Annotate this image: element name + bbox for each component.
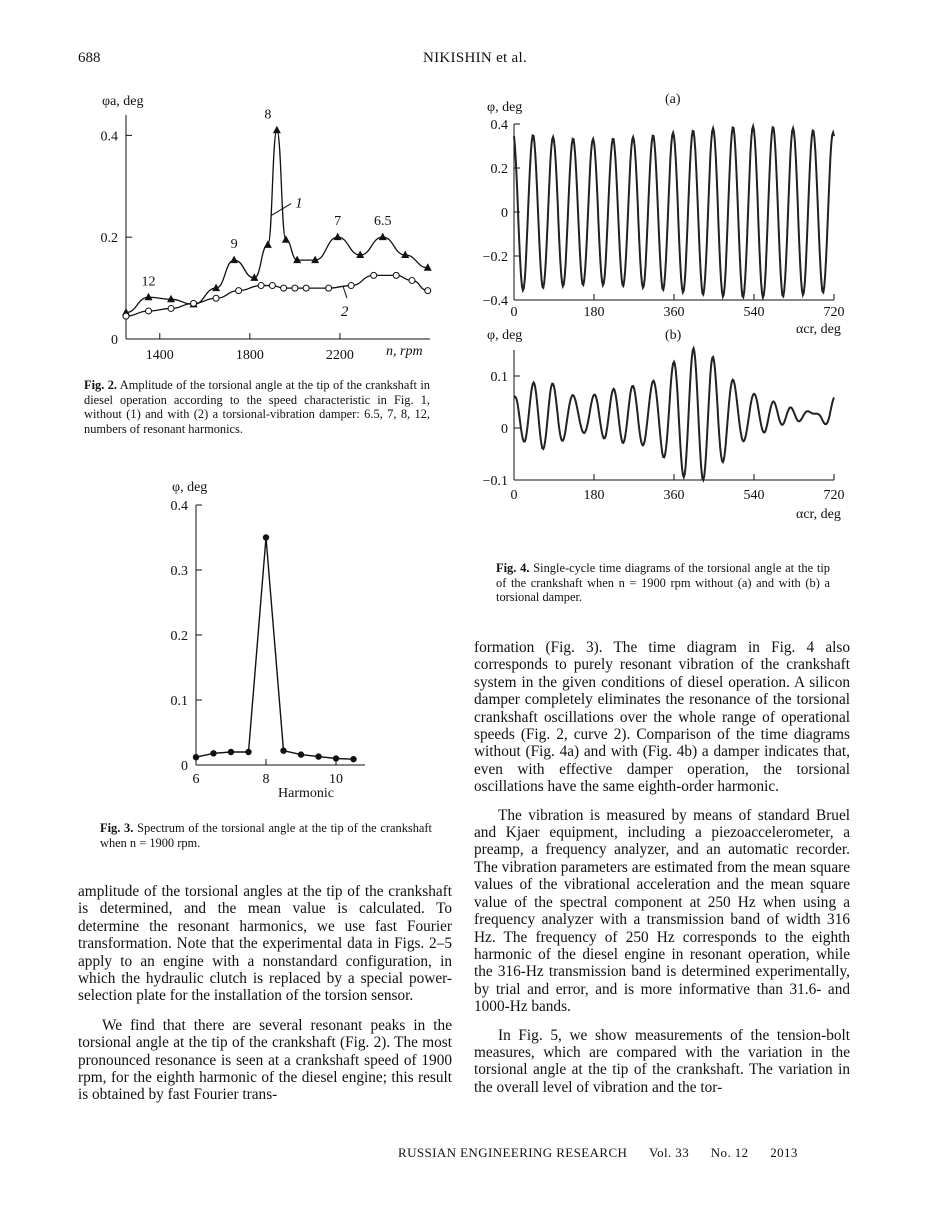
fig2-series-1-point <box>282 235 290 243</box>
fig4a-y-tick-label: 0 <box>501 206 508 221</box>
fig4a-x-tick-label: 360 <box>663 305 685 320</box>
fig4a-y-tick-label: 0.2 <box>490 162 508 177</box>
fig4a-x-tick-label: 540 <box>743 305 765 320</box>
fig2-series-1-point <box>230 256 238 264</box>
fig2-series-2-point <box>168 305 174 311</box>
fig3-x-tick-label: 8 <box>262 772 270 787</box>
fig2-y-tick-label: 0.2 <box>100 231 118 247</box>
fig2-series-2-point <box>213 295 219 301</box>
fig4a-panel-label: (a) <box>665 92 681 107</box>
fig4b-y-tick-label: −0.1 <box>482 474 508 489</box>
fig4b-x-tick-label: 540 <box>743 488 765 503</box>
fig2-y-tick-label: 0.4 <box>100 129 118 145</box>
fig2-series-2-point <box>348 283 354 289</box>
fig3-point <box>263 534 269 540</box>
fig2-chart <box>60 85 460 375</box>
fig4b-panel-label: (b) <box>665 328 682 343</box>
fig3-caption-label: Fig. 3. <box>100 821 134 835</box>
left-paragraph: amplitude of the torsional angles at the tip of the crankshaft is determined, and the mean value is calculated. To determine the resonant harmonics, we use fast Fourier transformation. Note that the experimental data in Figs. 2–5 apply to an engine with a nonstandard configuration, in which the hydraulic clutch is replaced by a special power-selection plate for the installation of the torsion sensor. <box>78 883 452 1005</box>
fig4b-x-tick-label: 720 <box>823 488 845 503</box>
fig2-y-tick-label: 0 <box>111 333 118 348</box>
fig4b-y-tick-label: 0.1 <box>490 370 508 385</box>
fig4a-x-tick-label: 0 <box>510 305 518 320</box>
fig3-ylabel: φ, deg <box>172 480 208 495</box>
fig3-point <box>350 756 356 762</box>
fig3-chart <box>150 475 390 805</box>
fig4b-x-tick-label: 360 <box>663 488 685 503</box>
fig2-harmonic-label: 6.5 <box>373 214 392 230</box>
fig3-y-tick-label: 0 <box>181 759 188 774</box>
fig2-series-2-point <box>146 308 152 314</box>
fig3-point <box>245 749 251 755</box>
fig3-xlabel: Harmonic <box>278 786 334 801</box>
fig2-x-tick-label: 1800 <box>235 348 264 363</box>
fig2-caption <box>84 378 430 436</box>
fig2-harmonic-label: 7 <box>334 214 342 230</box>
fig2-series-2-point <box>123 313 129 319</box>
fig4a-y-tick-label: −0.4 <box>482 294 508 309</box>
fig3-series-line <box>196 538 354 760</box>
right-paragraph: formation (Fig. 3). The time diagram in Fig. 4 also corresponds to purely resonant vibration of the crankshaft system in the given conditions of diesel operation. A silicon damper completely eliminates the resonance of the torsional crankshaft oscillations over the whole range of operational speeds (Fig. 2, curve 2). Comparison of the time diagrams without (Fig. 4a) and with (Fig. 4b) a damper indicates that, even with effective damper operation, the torsional oscillations have the same eighth-order harmonic. <box>474 639 850 796</box>
fig3-point <box>193 754 199 760</box>
fig3-point <box>298 751 304 757</box>
fig2-series-2-point <box>191 300 197 306</box>
fig2-curve2-leader <box>343 286 347 298</box>
footer-year: 2013 <box>770 1145 798 1160</box>
fig2-series-1-point <box>145 293 153 301</box>
fig2-series-1-point <box>379 233 387 241</box>
fig2-x-tick-label: 2200 <box>325 348 354 363</box>
running-title: NIKISHIN et al. <box>422 50 528 66</box>
fig2-series-2-point <box>258 283 264 289</box>
fig2-harmonic-label: 8 <box>264 107 272 123</box>
left-paragraph: We find that there are several resonant peaks in the torsional angle at the tip of the crankshaft (Fig. 2). The most pronounced resonance is seen at a crankshaft speed of 1900 rpm, for the eighth harmonic of the diesel engine; this result is obtained by fast Fourier trans- <box>78 1016 452 1104</box>
fig2-series-2-point <box>393 272 399 278</box>
left-column-text <box>78 883 452 1104</box>
fig4-caption-text: Single-cycle time diagrams of the torsional angle at the tip of the crankshaft when n = 1900 rpm without (a) and with (b) a torsional damper. <box>496 561 830 604</box>
fig2-ylabel: φa, deg <box>102 94 144 109</box>
fig4a-ylabel: φ, deg <box>487 100 523 115</box>
fig4-caption-label: Fig. 4. <box>496 561 530 575</box>
right-paragraph: In Fig. 5, we show measurements of the tension-bolt measures, which are compared with the variation in the torsional angle at the tip of the crankshaft. The variation in the overall level of vibration and the tor- <box>474 1026 850 1096</box>
fig4a-series-line <box>514 126 834 297</box>
fig2-curve1-leader <box>271 204 291 216</box>
fig2-series-2-point <box>409 277 415 283</box>
fig2-series-1-point <box>273 126 281 134</box>
fig2-series-2-point <box>326 285 332 291</box>
footer-volume: Vol. 33 <box>648 1145 690 1160</box>
fig3-point <box>280 748 286 754</box>
fig2-series-2-point <box>269 283 275 289</box>
fig4a-y-tick-label: 0.4 <box>490 118 508 133</box>
fig3-point <box>315 753 321 759</box>
fig2-series-2-point <box>236 288 242 294</box>
fig2-curve1-label: 1 <box>295 195 303 212</box>
fig4b-x-tick-label: 180 <box>583 488 605 503</box>
fig2-harmonic-label: 12 <box>141 274 156 290</box>
fig4-chart <box>470 88 870 528</box>
fig2-series-1-point <box>334 233 342 241</box>
fig2-series-2-point <box>292 285 298 291</box>
fig4a-x-tick-label: 180 <box>583 305 605 320</box>
fig2-series-2-point <box>281 285 287 291</box>
fig3-y-tick-label: 0.1 <box>170 694 188 709</box>
fig4a-xlabel: αcr, deg <box>796 322 841 337</box>
fig4a-y-tick-label: −0.2 <box>482 250 508 265</box>
fig4-caption <box>496 561 830 605</box>
fig3-point <box>333 755 339 761</box>
fig4b-x-tick-label: 0 <box>510 488 518 503</box>
fig2-series-1-point <box>167 295 175 303</box>
fig2-xlabel: n, rpm <box>386 344 423 359</box>
right-paragraph: The vibration is measured by means of standard Bruel and Kjaer equipment, including a piezoaccelerometer, a preamp, a frequency analyzer, and an automatic recorder. The vibration parameters are estimated from the mean square values of the vibrational acceleration and the mean square value of the spectral component at 250 Hz when using a frequency analyzer with a transmission band of width 316 Hz. The frequency of 250 Hz corresponds to the eighth harmonic of the diesel engine in resonant operation, while the 316-Hz transmission band is determined experimentally, by trial and error, and is more informative than 31.6- and 1000-Hz bands. <box>474 806 850 1016</box>
fig3-y-tick-label: 0.4 <box>170 499 188 514</box>
journal-footer <box>398 1145 798 1161</box>
fig3-caption <box>100 821 432 850</box>
fig3-y-tick-label: 0.3 <box>170 564 188 579</box>
footer-issue: No. 12 <box>710 1145 749 1160</box>
fig2-series-2-point <box>303 285 309 291</box>
fig4a-x-tick-label: 720 <box>823 305 845 320</box>
fig2-harmonic-label: 9 <box>230 237 238 253</box>
footer-journal: RUSSIAN ENGINEERING RESEARCH <box>398 1145 628 1160</box>
fig4b-series-line <box>514 348 834 480</box>
fig4b-ylabel: φ, deg <box>487 328 523 343</box>
fig3-y-tick-label: 0.2 <box>170 629 188 644</box>
fig3-caption-text: Spectrum of the torsional angle at the tip of the crankshaft when n = 1900 rpm. <box>100 821 432 850</box>
fig3-x-tick-label: 10 <box>329 772 343 787</box>
fig2-caption-text: Amplitude of the torsional angle at the tip of the crankshaft in diesel operation according to the speed characteristic in Fig. 1, without (1) and with (2) a torsional-vibration damper: 6.5, 7, 8, 12, numbers of resonant harmonics. <box>84 378 430 436</box>
fig3-point <box>228 749 234 755</box>
fig3-point <box>210 750 216 756</box>
fig2-series-2-point <box>371 272 377 278</box>
fig2-series-1-point <box>264 240 272 248</box>
fig2-curve2-label: 2 <box>340 304 349 321</box>
page-number: 688 <box>78 50 101 66</box>
fig2-caption-label: Fig. 2. <box>84 378 118 392</box>
fig4b-y-tick-label: 0 <box>501 422 508 437</box>
fig2-x-tick-label: 1400 <box>145 348 174 363</box>
fig4b-xlabel: αcr, deg <box>796 507 841 522</box>
fig3-x-tick-label: 6 <box>192 772 200 787</box>
right-column-text <box>474 639 850 1096</box>
fig2-series-2-point <box>425 288 431 294</box>
